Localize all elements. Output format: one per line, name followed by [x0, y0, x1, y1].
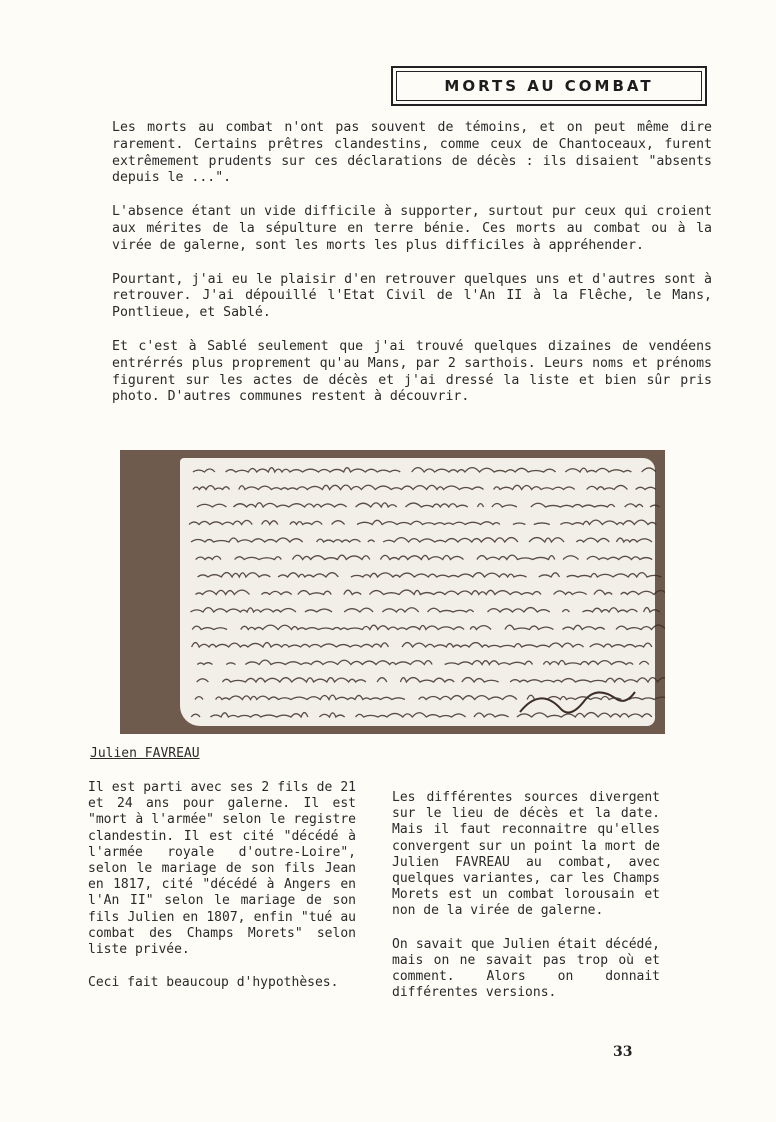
handwritten-record-photo [120, 450, 665, 734]
signature-flourish [520, 692, 635, 713]
section-title-box [391, 66, 707, 106]
handwriting-line [192, 643, 652, 647]
handwriting-line [196, 590, 666, 594]
intro-paragraph-1: Les morts au combat n'ont pas souvent de témoins, et on peut même dire rarement. Certains prêtres clandestins, comme ceux de Chantoceaux, furent extrêmement prudents sur ces déclarations de décès : ils disaient "absents depuis le ...". [112, 120, 712, 186]
right-paragraph-1: Les différentes sources divergent sur le lieu de décès et la date. Mais il faut reconnaitre qu'elles convergent sur un point la mort de Julien FAVREAU au combat, avec quelques variantes, car les Champs Morets est un combat lorousain et non de la virée de galerne. [392, 790, 660, 919]
left-paragraph-1: Il est parti avec ses 2 fils de 21 et 24 ans pour galerne. Il est "mort à l'armée" selon le registre clandestin. Il est cité "décédé à l'armée royale d'outre-Loire", selon le mariage de son fils Jean en 1817, cité "décédé à Angers en l'An II" selon le mariage de son fils Julien en 1807, enfin "tué au combat des Champs Morets" selon liste privée. [88, 780, 356, 958]
handwriting-line [198, 573, 665, 577]
right-paragraph-2: On savait que Julien était décédé, mais on ne savait pas trop où et comment. Alors on donnait différentes versions. [392, 936, 660, 1001]
right-column [392, 790, 660, 1018]
handwriting-line [197, 503, 660, 507]
intro-paragraph-3: Pourtant, j'ai eu le plaisir d'en retrouver quelques uns et d'autres sont à retrouver. J'ai dépouillé l'Etat Civil de l'An II à la Flêche, le Mans, Pontlieue, et Sablé. [112, 271, 712, 321]
handwriting-line [189, 520, 656, 524]
handwriting-line [197, 660, 649, 664]
handwriting-line [191, 608, 660, 612]
left-paragraph-2: Ceci fait beaucoup d'hypothèses. [88, 975, 339, 991]
handwriting-line [193, 468, 656, 472]
handwriting-line [191, 538, 652, 542]
person-heading: Julien FAVREAU [90, 746, 200, 761]
intro-paragraph-2: L'absence étant un vide difficile à supporter, surtout pur ceux qui croient aux mérites de la sépulture en terre bénie. Ces morts au combat ou à la virée de galerne, sont les morts les plus difficiles à appréhender. [112, 204, 712, 253]
page-number: 33 [613, 1044, 633, 1060]
handwriting-line [195, 695, 665, 699]
handwriting-scribble-icon [120, 450, 665, 734]
left-column [88, 780, 356, 1008]
handwriting-line [196, 555, 661, 559]
section-title: MORTS AU COMBAT [444, 77, 654, 95]
handwriting-line [193, 485, 656, 489]
handwriting-line [191, 713, 652, 717]
handwriting-line [197, 678, 665, 682]
intro-paragraph-4: Et c'est à Sablé seulement que j'ai trouvé quelques dizaines de vendéens entrérrés plus proprement qu'au Mans, par 2 sarthois. Leurs noms et prénoms figurent sur les actes de décès et j'ai dressé la liste et bien sûr pris photo. D'autres communes restent à découvrir. [112, 338, 712, 405]
handwriting-line [192, 625, 665, 629]
intro-text [112, 120, 712, 423]
